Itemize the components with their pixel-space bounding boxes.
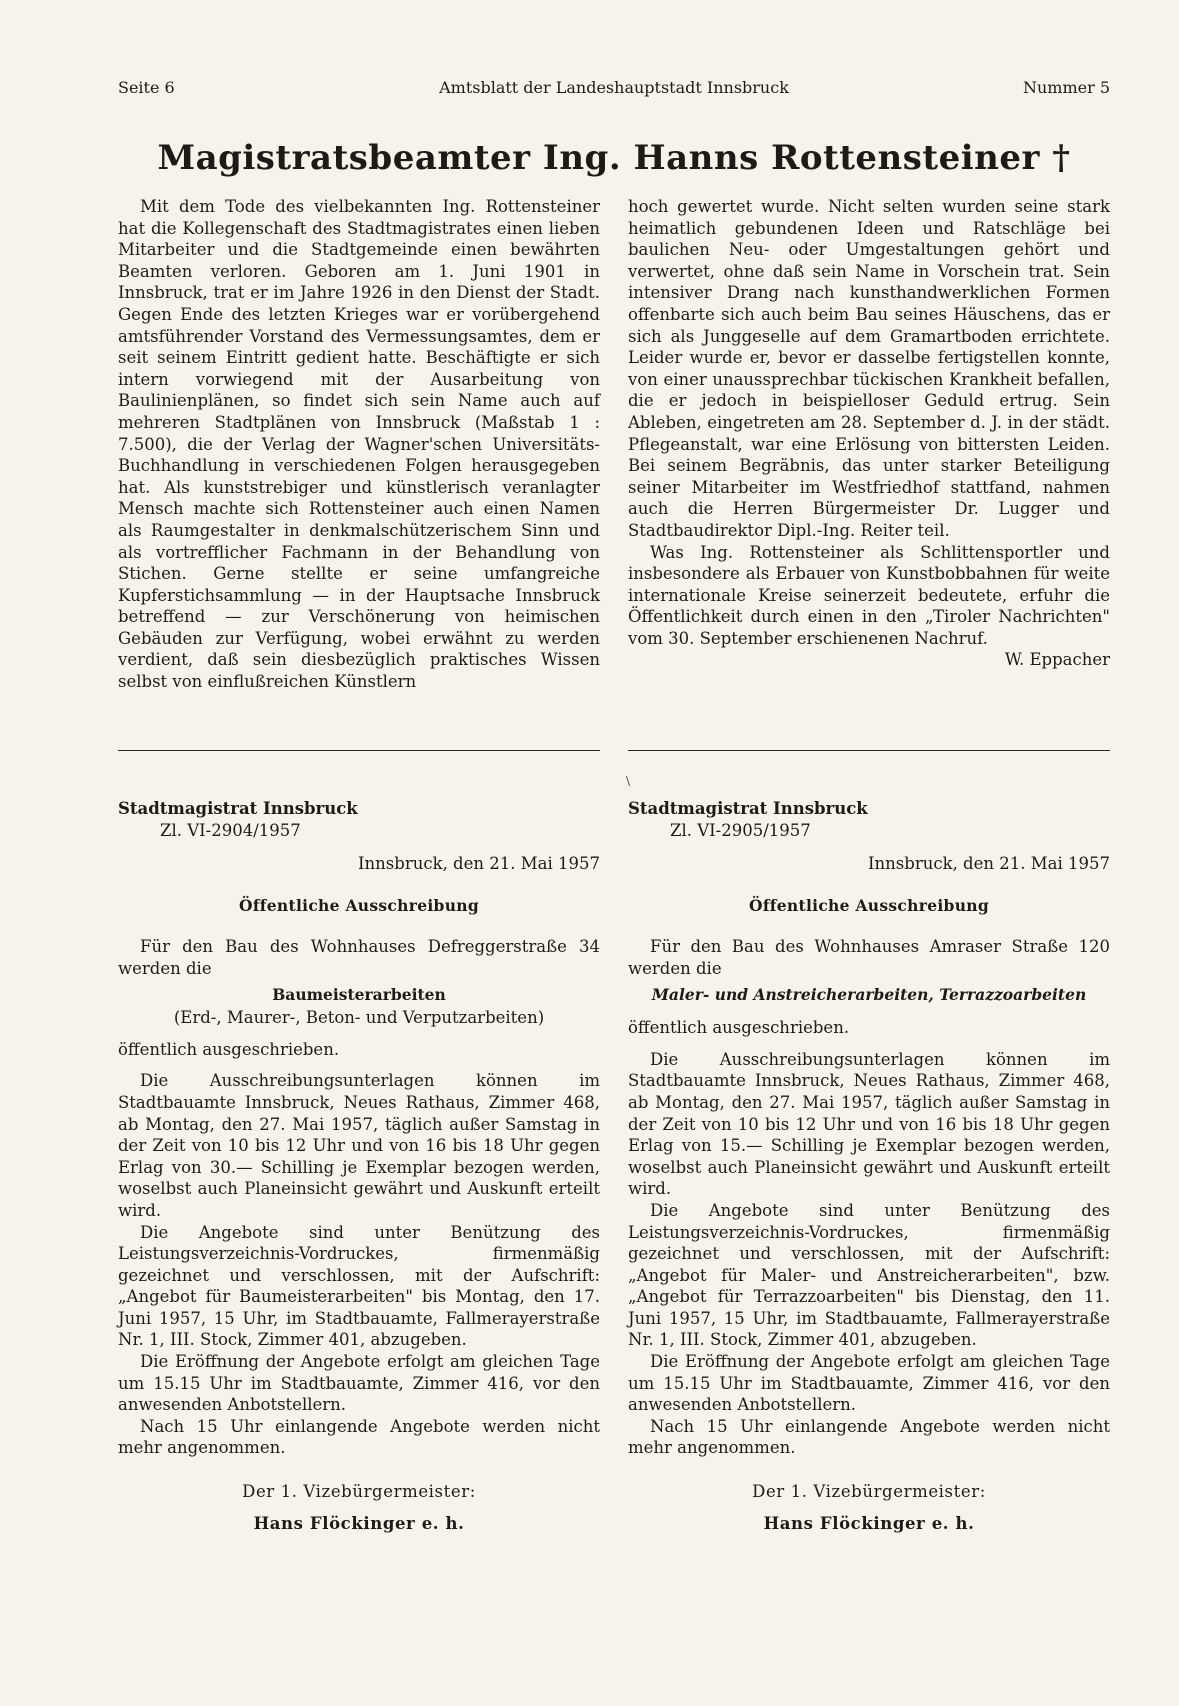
page-header — [118, 78, 1110, 100]
section-divider — [118, 750, 600, 751]
notice-date: Innsbruck, den 21. Mai 1957 — [358, 854, 600, 874]
notice-paragraph: Die Angebote sind unter Benützung des Leistungsverzeichnis-Vordruckes, firmenmäßig gezeichnet und verschlossen, mit der Aufschrift: „Angebot für Baumeisterarbeiten" bis Montag, den 17. Juni 1957, 15 Uhr, im Stadtbauamte, Fallmerayerstraße Nr. 1, III. Stock, Zimmer 401, abzugeben. — [118, 1222, 600, 1350]
notice-announced: öffentlich ausgeschrieben. — [118, 1039, 340, 1059]
obituary-column-right — [628, 196, 1110, 671]
signer-name: Hans Flöckinger e. h. — [253, 1513, 465, 1533]
issue-number: Nummer 5 — [1022, 78, 1110, 97]
notice-paragraph: Die Angebote sind unter Benützung des Leistungsverzeichnis-Vordruckes, firmenmäßig gezeichnet und verschlossen, mit der Aufschrift: „Angebot für Maler- und Anstreicherarbeiten", bzw. „Angebot für Terrazzoarbeiten" bis Dienstag, den 11. Juni 1957, 15 Uhr, im Stadtbauamte, Fallmerayerstraße Nr. 1, III. Stock, Zimmer 401, abzugeben. — [628, 1200, 1110, 1350]
notice-reference: Zl. VI-2904/1957 — [160, 820, 301, 840]
page-number: Seite 6 — [118, 78, 175, 97]
notice-paragraph: Die Eröffnung der Angebote erfolgt am gleichen Tage um 15.15 Uhr im Stadtbauamte, Zimmer 416, vor den anwesenden Anbotstellern. — [118, 1352, 600, 1415]
section-divider — [628, 750, 1110, 751]
signer-name: Hans Flöckinger e. h. — [763, 1513, 975, 1533]
publication-title: Amtsblatt der Landeshauptstadt Innsbruck — [439, 78, 789, 97]
obituary-paragraph: Mit dem Tode des vielbekannten Ing. Rottensteiner hat die Kollegenschaft des Stadtmagistrates einen lieben Mitarbeiter und die Stadtgemeinde einen bewährten Beamten verloren. Geboren am 1. Juni 1901 in Innsbruck, trat er im Jahre 1926 in den Dienst der Stadt. Gegen Ende des letzten Krieges war er vorübergehend amtsführender Vorstand des Vermessungsamtes, dem er seit seinem Eintritt gedient hatte. Beschäftigte er sich intern vorwiegend mit der Ausarbeitung von Baulinienplänen, so findet sich sein Name auch auf mehreren Stadtplänen von Innsbruck (Maßstab 1 : 7.500), die der Verlag der Wagner'schen Universitäts-Buchhandlung in verschiedenen Folgen herausgegeben hat. Als kunststrebiger und künstlerisch veranlagter Mensch machte sich Rottensteiner auch einen Namen als Raumgestalter in denkmalschützerischem Sinn und als vortrefflicher Fachmann in der Behandlung von Stichen. Gerne stellte er seine umfangreiche Kupferstichsammlung — in der Hauptsache Innsbruck betreffend — zur Verschönerung von heimischen Gebäuden zur Verfügung, wobei erwähnt zu werden verdient, daß sein diesbezüglich praktisches Wissen selbst von einflußreichen Künstlern — [118, 197, 600, 692]
notice-authority: Stadtmagistrat Innsbruck — [628, 799, 868, 818]
notice-paragraph: Nach 15 Uhr einlangende Angebote werden nicht mehr angenommen. — [118, 1416, 600, 1458]
signer-title: Der 1. Vizebürgermeister: — [242, 1482, 476, 1502]
notice-paragraph: Die Ausschreibungsunterlagen können im Stadtbauamte Innsbruck, Neues Rathaus, Zimmer 468, ab Montag, den 27. Mai 1957, täglich außer Samstag in der Zeit von 10 bis 12 Uhr und von 16 bis 18 Uhr gegen Erlag von 30.— Schilling je Exemplar bezogen werden, woselbst auch Planeinsicht gewährt und Auskunft erteilt wird. — [118, 1071, 600, 1220]
signer-title: Der 1. Vizebürgermeister: — [752, 1482, 986, 1502]
notice-date: Innsbruck, den 21. Mai 1957 — [868, 854, 1110, 874]
print-mark: \ — [626, 774, 631, 788]
notice-work-type: Baumeisterarbeiten — [272, 984, 446, 1004]
obituary-signature: W. Eppacher — [1004, 650, 1110, 670]
notice-authority: Stadtmagistrat Innsbruck — [118, 799, 358, 818]
obituary-title: Magistratsbeamter Ing. Hanns Rottensteiner † — [157, 138, 1071, 178]
notice-work-type: Maler- und Anstreicherarbeiten, Terrazzoarbeiten — [651, 984, 1087, 1004]
obituary-column-left — [118, 196, 600, 693]
tender-notice — [628, 798, 1110, 1534]
notice-intro: Für den Bau des Wohnhauses Amraser Straße 120 werden die — [628, 937, 1110, 978]
obituary-paragraph: hoch gewertet wurde. Nicht selten wurden seine stark heimatlich gebundenen Ideen und Ratschläge bei baulichen Neu- oder Umgestaltungen gehört und verwertet, ohne daß sein Name in Vorschein trat. Sein intensiver Drang nach kunsthandwerklichen Formen offenbarte sich auch beim Bau seines Häuschens, das er sich als Junggeselle auf dem Gramartboden errichtete. Leider wurde er, bevor er dasselbe fertigstellen konnte, von einer unaussprechbar tückischen Krankheit befallen, die er jedoch in beispielloser Geduld ertrug. Sein Ableben, eingetreten am 28. September d. J. in der städt. Pflegeanstalt, war eine Erlösung von bittersten Leiden. Bei seinem Begräbnis, das unter starker Beteiligung seiner Mitarbeiter im Westfriedhof stattfand, nahmen auch die Herren Bürgermeister Dr. Lugger und Stadtbaudirektor Dipl.-Ing. Reiter teil. — [628, 197, 1110, 540]
notice-paragraph: Nach 15 Uhr einlangende Angebote werden nicht mehr angenommen. — [628, 1416, 1110, 1458]
notice-announced: öffentlich ausgeschrieben. — [628, 1018, 850, 1038]
tender-notice — [118, 798, 600, 1534]
notice-work-detail: (Erd-, Maurer-, Beton- und Verputzarbeiten) — [173, 1008, 545, 1028]
notice-reference: Zl. VI-2905/1957 — [670, 820, 811, 840]
notice-intro: Für den Bau des Wohnhauses Defreggerstraße 34 werden die — [118, 937, 600, 978]
notice-paragraph: Die Ausschreibungsunterlagen können im Stadtbauamte Innsbruck, Neues Rathaus, Zimmer 468, ab Montag, den 27. Mai 1957, täglich außer Samstag in der Zeit von 10 bis 12 Uhr und von 16 bis 18 Uhr gegen Erlag von 15.— Schilling je Exemplar bezogen werden, woselbst auch Planeinsicht gewährt und Auskunft erteilt wird. — [628, 1049, 1110, 1199]
notice-heading: Öffentliche Ausschreibung — [749, 895, 989, 915]
notice-paragraph: Die Eröffnung der Angebote erfolgt am gleichen Tage um 15.15 Uhr im Stadtbauamte, Zimmer 416, vor den anwesenden Anbotstellern. — [628, 1352, 1110, 1415]
obituary-paragraph: Was Ing. Rottensteiner als Schlittensportler und insbesondere als Erbauer von Kunstbobbahnen für weite internationale Kreise seinerzeit bedeutete, erfuhr die Öffentlichkeit durch einen in den „Tiroler Nachrichten" vom 30. September erschienenen Nachruf. — [628, 542, 1110, 648]
notice-heading: Öffentliche Ausschreibung — [239, 895, 479, 915]
